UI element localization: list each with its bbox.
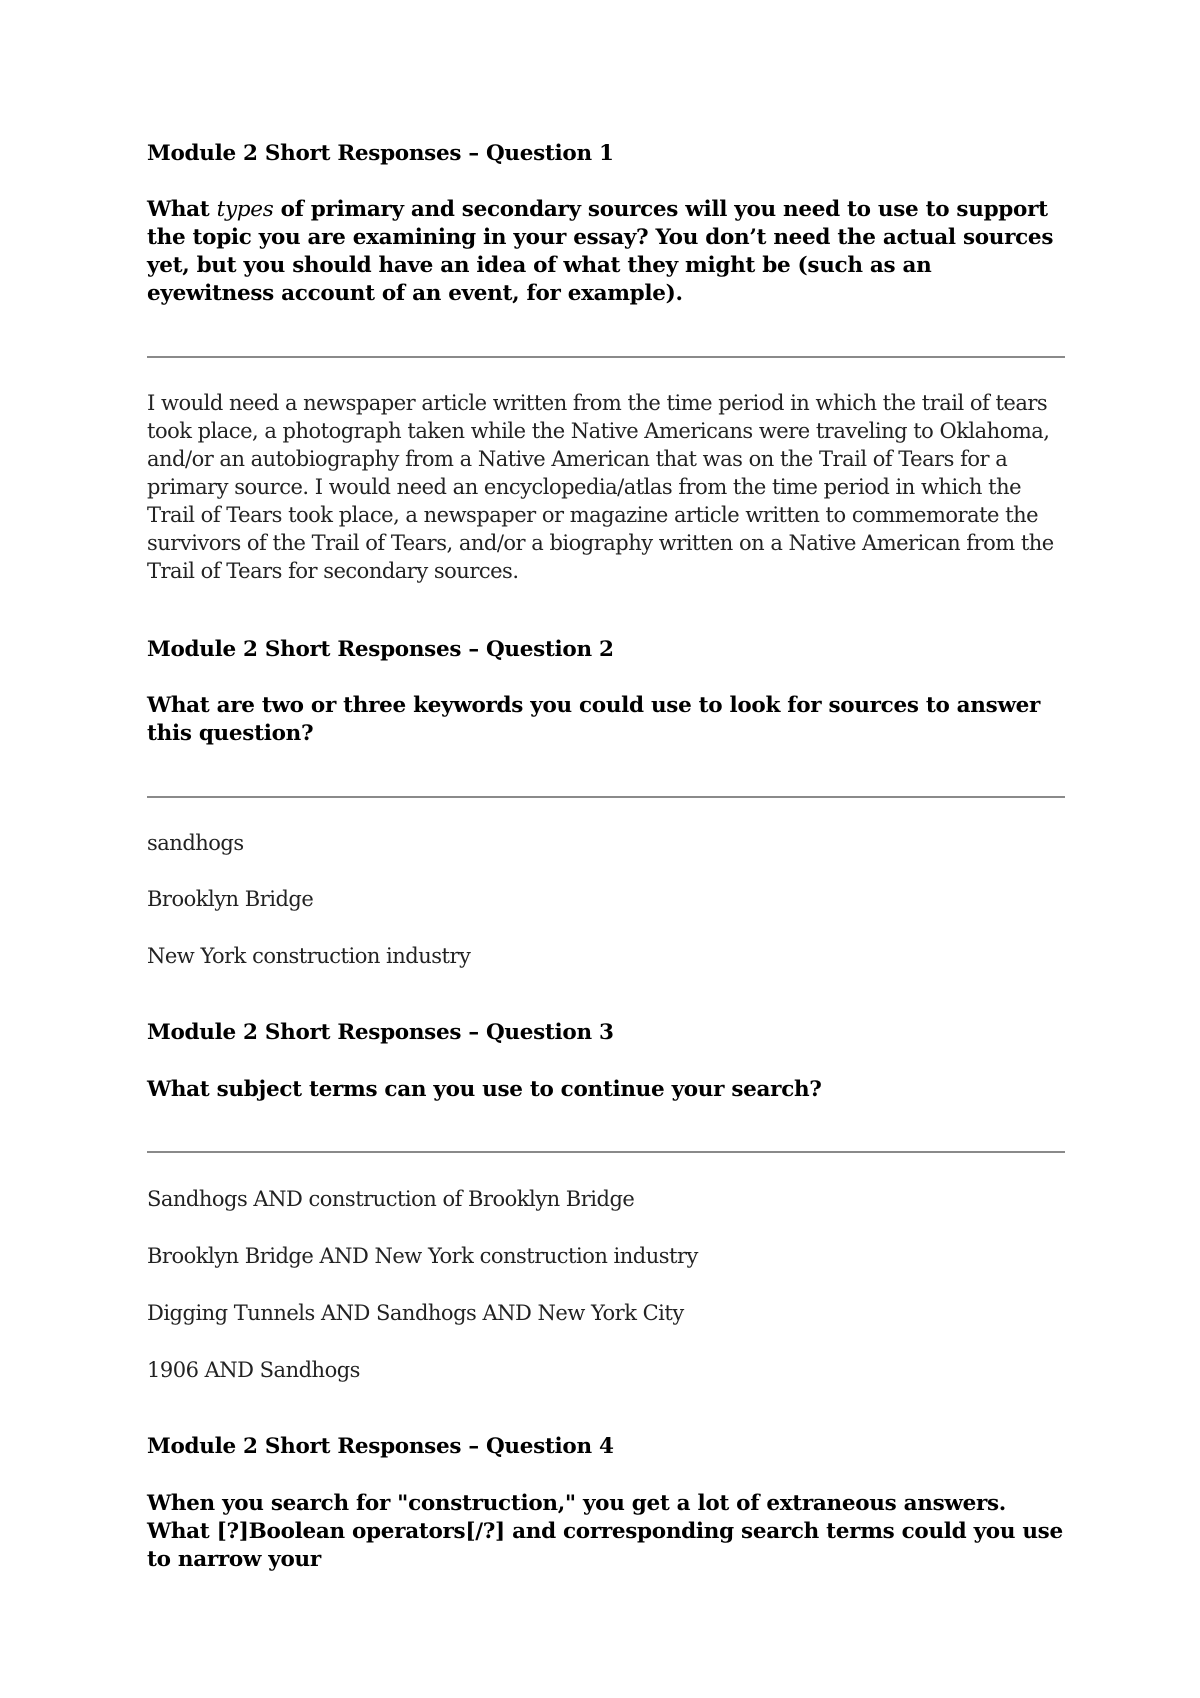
question-4-section	[147, 1433, 1065, 1461]
question-4-prompt-block	[147, 1490, 1065, 1574]
question-3-answer-3-block	[147, 1299, 1065, 1327]
question-3-heading: Module 2 Short Responses – Question 3	[147, 1020, 614, 1045]
subject-term-answer: Brooklyn Bridge AND New York construction industry	[147, 1244, 698, 1268]
question-3-section	[147, 1019, 1065, 1047]
question-2-answer-2-block	[147, 885, 1065, 913]
question-1-answer: I would need a newspaper article written from the time period in which the trail of tears took place, a photograph taken while the Native Americans were traveling to Oklahoma, and/or an autobiography from a Native American that was on the Trail of Tears for a primary source. I would need an encyclopedia/atlas from the time period in which the Trail of Tears took place, a newspaper or magazine article written to commemorate the survivors of the Trail of Tears, and/or a biography written on a Native American from the Trail of Tears for secondary sources.	[147, 391, 1054, 583]
keyword-answer: sandhogs	[147, 831, 244, 855]
subject-term-answer: Sandhogs AND construction of Brooklyn Bridge	[147, 1187, 635, 1211]
subject-term-answer: Digging Tunnels AND Sandhogs AND New York City	[147, 1301, 684, 1325]
question-2-divider-block	[147, 796, 1065, 798]
question-3-prompt-block	[147, 1076, 1065, 1104]
question-2-answer-3-block	[147, 942, 1065, 970]
answer-divider	[147, 356, 1065, 358]
question-1-heading: Module 2 Short Responses – Question 1	[147, 141, 614, 166]
question-1-answer-block	[147, 389, 1065, 585]
question-2-section	[147, 636, 1065, 664]
answer-divider	[147, 1151, 1065, 1153]
question-1-section	[147, 140, 1065, 168]
keyword-answer: New York construction industry	[147, 944, 471, 968]
question-3-answer-2-block	[147, 1242, 1065, 1270]
question-2-prompt: What are two or three keywords you could use to look for sources to answer this question?	[147, 693, 1041, 746]
question-1-prompt-block	[147, 196, 1065, 308]
question-1-prompt	[147, 196, 1065, 308]
question-4-prompt: When you search for "construction," you get a lot of extraneous answers. What [?]Boolean operators[/?] and corresponding search terms could you use to narrow your	[147, 1491, 1063, 1572]
question-2-answer-1-block	[147, 829, 1065, 857]
question-1-prompt-start: What	[147, 197, 217, 222]
answer-divider	[147, 796, 1065, 798]
question-3-answer-1-block	[147, 1185, 1065, 1213]
question-1-divider-block	[147, 356, 1065, 358]
question-1-prompt-end: of primary and secondary sources will you need to use to support the topic you are examining in your essay? You don’t need the actual sources yet, but you should have an idea of what they might be (such as an eyewitness account of an event, for example).	[147, 197, 1054, 306]
question-3-divider-block	[147, 1151, 1065, 1153]
subject-term-answer: 1906 AND Sandhogs	[147, 1358, 360, 1382]
question-4-heading: Module 2 Short Responses – Question 4	[147, 1434, 614, 1459]
question-2-heading: Module 2 Short Responses – Question 2	[147, 637, 614, 662]
question-2-prompt-block	[147, 692, 1065, 748]
question-3-answer-4-block	[147, 1356, 1065, 1384]
question-1-prompt-emphasis: types	[216, 197, 274, 222]
question-3-prompt: What subject terms can you use to continue your search?	[147, 1077, 822, 1102]
keyword-answer: Brooklyn Bridge	[147, 887, 314, 911]
